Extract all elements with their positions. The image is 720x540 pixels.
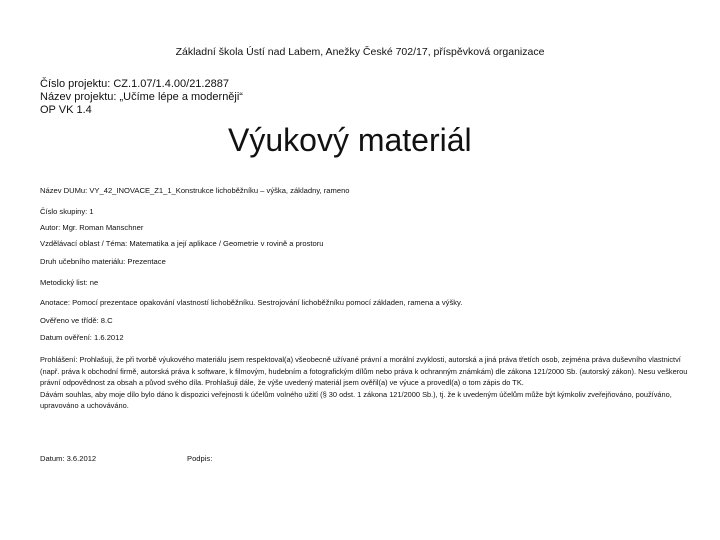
author: Autor: Mgr. Roman Manschner xyxy=(40,223,144,232)
group-number: Číslo skupiny: 1 xyxy=(40,207,94,216)
consent-paragraph: Dávám souhlas, aby moje dílo bylo dáno k dispozici veřejnosti k účelům volného užití (§ 30 odst. 1 zákona 121/2000 Sb.), tj. že k uvedeným účelům může být kýmkoliv zveřejňováno, používáno, upravováno a uchováváno. xyxy=(40,389,672,411)
project-info xyxy=(40,78,243,117)
signature-label: Podpis: xyxy=(187,454,213,463)
methodical-sheet: Metodický list: ne xyxy=(40,278,99,287)
project-op: OP VK 1.4 xyxy=(40,104,92,116)
declaration xyxy=(40,354,695,412)
material-type: Druh učebního materiálu: Prezentace xyxy=(40,257,166,266)
dum-name: Název DUMu: VY_42_INOVACE_Z1_1_Konstrukce lichoběžníku – výška, základny, rameno xyxy=(40,186,350,195)
annotation: Anotace: Pomocí prezentace opakování vlastností lichoběžníku. Sestrojování lichoběžníku pomocí základen, ramena a výšky. xyxy=(40,298,463,307)
declaration-paragraph: Prohlášení: Prohlašuji, že při tvorbě výukového materiálu jsem respektoval(a) všeobecně užívané právní a morální zvyklosti, autorská a jiná práva třetích osob, zejména práva duševního vlastnictví (např. práva k obchodní firmě, autorská práva k software, k filmovým, hudebním a fotografickým dílům nebo práva k ochranným známkám) dle zákona 121/2000 Sb. (autorský zákon). Nesu veškerou právní odpovědnost za obsah a původ svého díla. Prohlašuji dále, že výše uvedený materiál jsem ověřil(a) ve výuce a provedl(a) o tom zápis do TK. xyxy=(40,355,688,388)
project-number: Číslo projektu: CZ.1.07/1.4.00/21.2887 xyxy=(40,78,229,90)
verified-class: Ověřeno ve třídě: 8.C xyxy=(40,316,113,325)
page-title: Výukový materiál xyxy=(228,122,472,158)
verified-date: Datum ověření: 1.6.2012 xyxy=(40,333,124,342)
signature-date: Datum: 3.6.2012 xyxy=(40,454,97,463)
project-name: Název projektu: „Učíme lépe a moderněji“ xyxy=(40,91,243,103)
educational-area: Vzdělávací oblast / Téma: Matematika a její aplikace / Geometrie v rovině a prostoru xyxy=(40,239,324,248)
school-header: Základní škola Ústí nad Labem, Anežky České 702/17, příspěvková organizace xyxy=(175,46,545,58)
